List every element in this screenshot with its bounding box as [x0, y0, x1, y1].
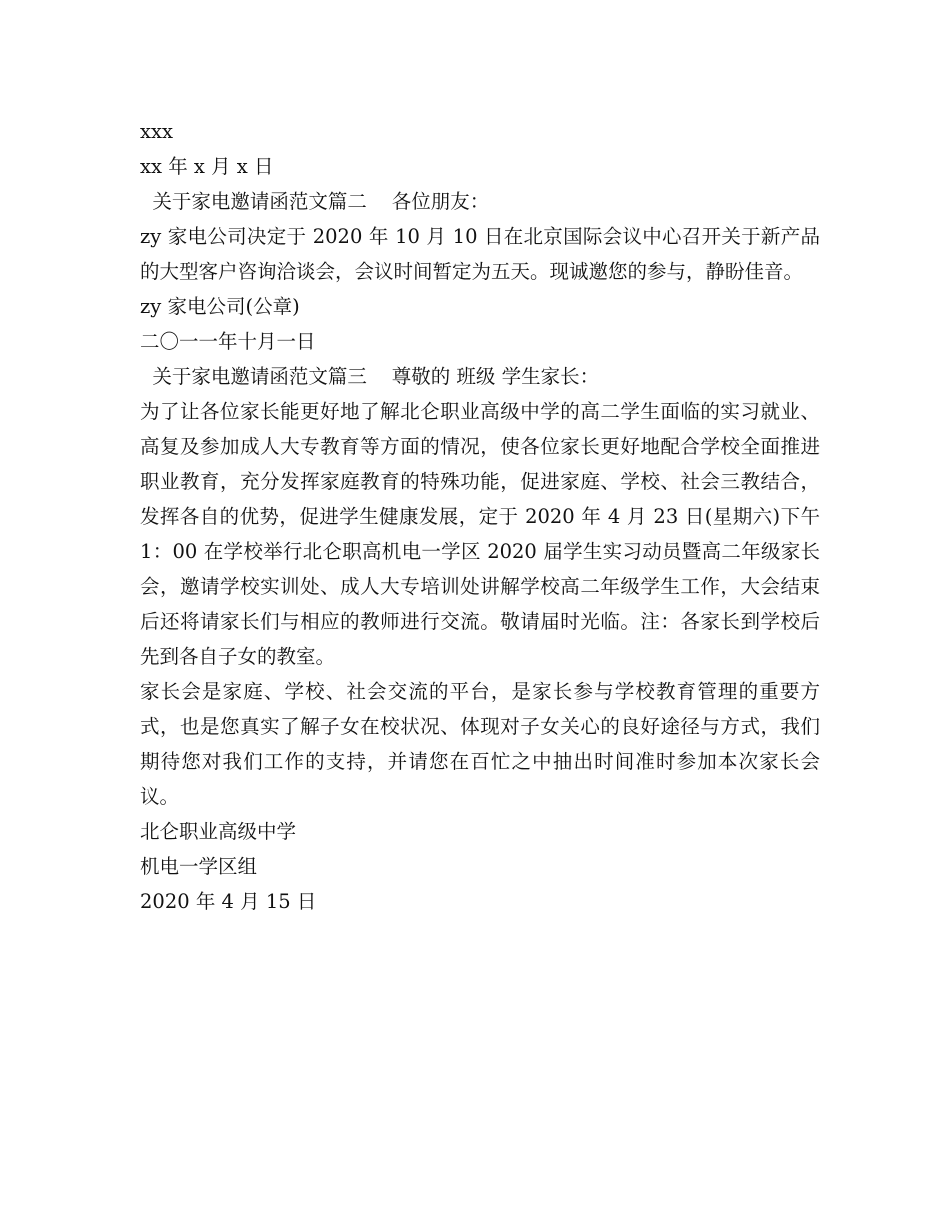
letter-date: xx 年 x 月 x 日 — [140, 155, 274, 178]
seal-date: 二〇一一年十月一日 — [140, 330, 316, 353]
section-heading-three: 关于家电邀请函范文篇三 尊敬的 班级 学生家长： — [140, 365, 600, 388]
invitation-paragraph-two: zy 家电公司决定于 2020 年 10 月 10 日在北京国际会议中心召开关于新产品的大型客户咨询洽谈会，会议时间暂定为五天。现诚邀您的参与，静盼佳音。 — [140, 225, 820, 283]
sender-name: xxx — [140, 120, 173, 143]
signature-date: 2020 年 4 月 15 日 — [140, 890, 317, 913]
department-name: 机电一学区组 — [140, 855, 258, 878]
company-seal-line: zy 家电公司(公章) — [140, 295, 300, 318]
section-heading-two: 关于家电邀请函范文篇二 各位朋友： — [140, 190, 490, 213]
invitation-paragraph-three: 为了让各位家长能更好地了解北仑职业高级中学的高二学生面临的实习就业、高复及参加成人大专教育等方面的情况，使各位家长更好地配合学校全面推进职业教育，充分发挥家庭教育的特殊功能，促进家庭、学校、社会三教结合，发挥各自的优势，促进学生健康发展，定于 2020 年 4 月 23 日(星期六)下午 1：00 在学校举行北仑职高机电一学区 2020 届学生实习动员暨高二年级家长会，邀请学校实训处、成人大专培训处讲解学校高二年级学生工作，大会结束后还将请家长们与相应的教师进行交流。敬请届时光临。注：各家长到学校后先到各自子女的教室。 — [140, 400, 820, 668]
school-name: 北仑职业高级中学 — [140, 820, 297, 843]
parent-meeting-paragraph: 家长会是家庭、学校、社会交流的平台，是家长参与学校教育管理的重要方式，也是您真实了解子女在校状况、体现对子女关心的良好途径与方式，我们期待您对我们工作的支持，并请您在百忙之中抽出时间准时参加本次家长会议。 — [140, 680, 820, 808]
document-body — [140, 114, 820, 919]
